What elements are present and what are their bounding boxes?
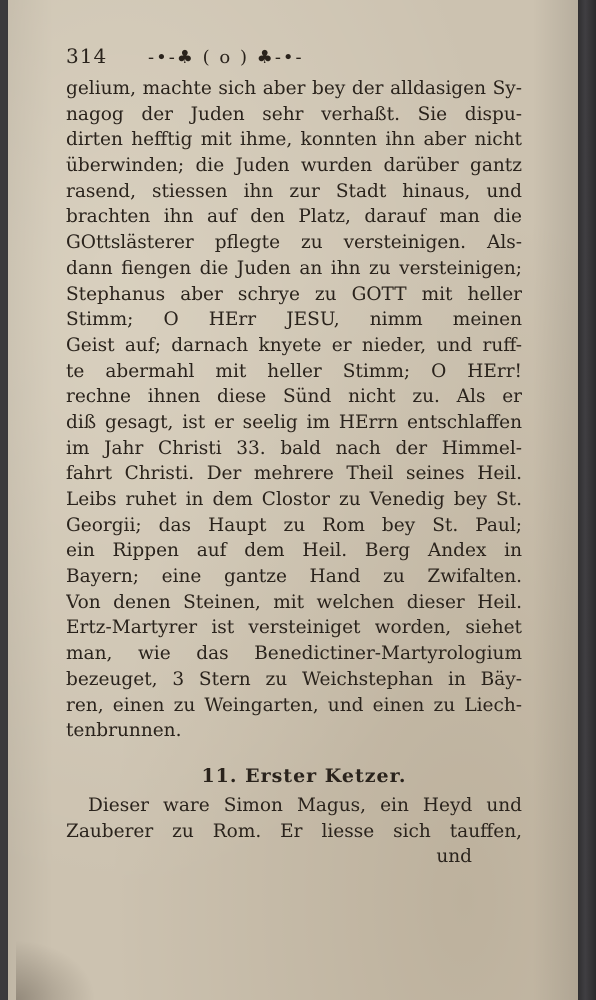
page-number: 314 [66, 44, 108, 68]
section-text-line: Zauberer zu Rom. Er liesse sich tauffen, [66, 820, 522, 842]
text-line: man, wie das Benedictiner-Martyrologium [66, 643, 522, 665]
text-line: Stephanus aber schrye zu GOTT mit heller [66, 283, 522, 305]
header-ornament: -•-♣ ( o ) ♣-•- [148, 47, 304, 68]
text-line: nagog der Juden sehr verhaßt. Sie dispu- [66, 103, 522, 125]
text-line: Geist auf; darnach knyete er nieder, und ruff- [66, 334, 522, 356]
text-line: rasend, stiessen ihn zur Stadt hinaus, und [66, 180, 522, 202]
catchword: und [436, 846, 472, 868]
text-line: brachten ihn auf den Platz, darauf man die [66, 206, 522, 228]
text-line: gelium, machte sich aber bey der alldasigen Sy- [66, 78, 522, 99]
text-line: dann fiengen die Juden an ihn zu versteinigen; [66, 257, 522, 279]
text-line: Stimm; O HErr JESU, nimm meinen [66, 309, 522, 331]
text-line: fahrt Christi. Der mehrere Theil seines Heil. [66, 463, 522, 485]
text-line: ren, einen zu Weingarten, und einen zu Liech- [66, 694, 522, 716]
text-line: te abermahl mit heller Stimm; O HErr! [66, 360, 522, 382]
section-text [66, 793, 522, 844]
text-line: GOttslästerer pflegte zu versteinigen. Als- [66, 232, 522, 254]
text-line: Leibs ruhet in dem Clostor zu Venedig bey St. [66, 489, 522, 510]
binding-edge [578, 0, 596, 1000]
text-line: Ertz-Martyrer ist versteiniget worden, siehet [66, 617, 522, 639]
page-header [66, 44, 522, 76]
book-page [8, 0, 578, 1000]
text-line: bezeuget, 3 Stern zu Weichstephan in Bäy- [66, 668, 522, 690]
worn-corner [16, 940, 96, 1000]
text-line: rechne ihnen diese Sünd nicht zu. Als er [66, 386, 522, 408]
text-line: im Jahr Christi 33. bald nach der Himmel- [66, 437, 522, 459]
text-line: dirten hefftig mit ihme, konnten ihn aber nicht [66, 129, 522, 151]
text-line: diß gesagt, ist er seelig im HErrn entschlaffen [66, 411, 522, 433]
section-heading: 11. Erster Ketzer. [201, 764, 407, 787]
text-line: tenbrunnen. [66, 720, 182, 742]
text-line: Georgii; das Haupt zu Rom bey St. Paul; [66, 514, 522, 536]
text-block [66, 44, 522, 870]
text-line: Bayern; eine gantze Hand zu Zwifalten. [66, 566, 522, 588]
body-text [66, 76, 522, 744]
text-line: ein Rippen auf dem Heil. Berg Andex in [66, 540, 522, 562]
text-line: Von denen Steinen, mit welchen dieser Heil. [66, 591, 522, 613]
section-text-line: Dieser ware Simon Magus, ein Heyd und [88, 794, 522, 816]
text-line: überwinden; die Juden wurden darüber gantz [66, 155, 522, 177]
